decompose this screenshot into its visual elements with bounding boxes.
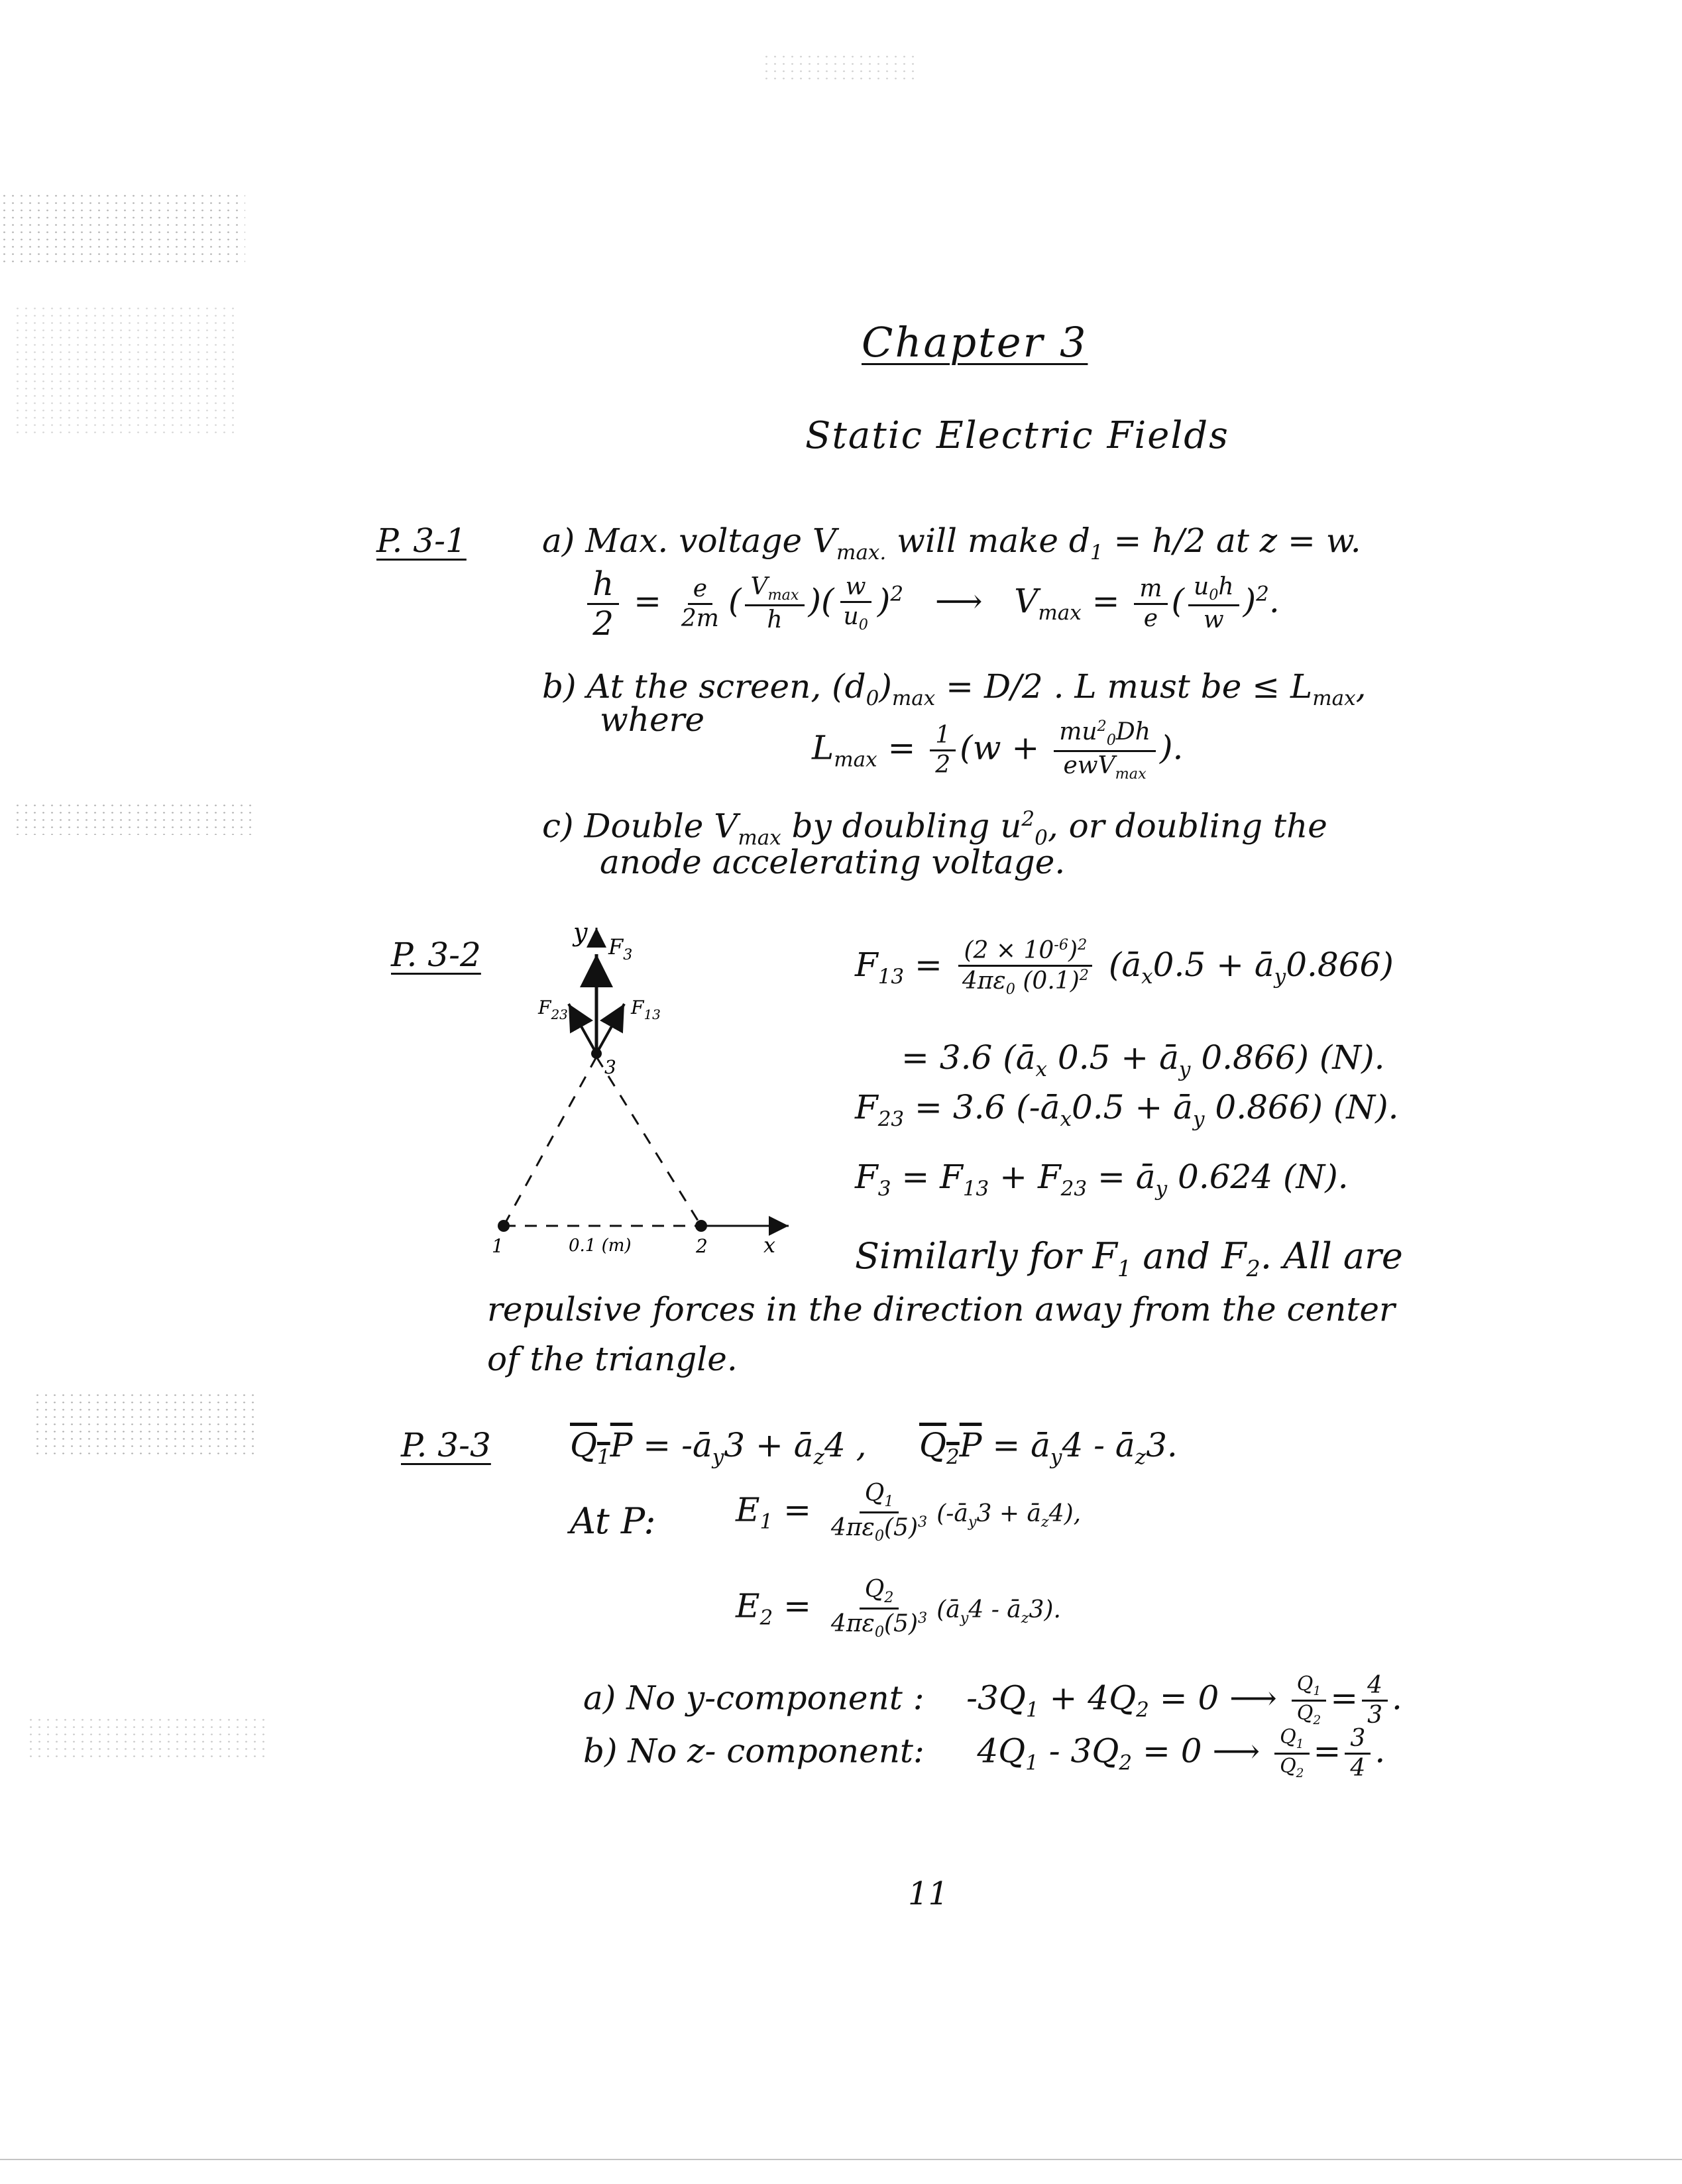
p32-triangle: of the triangle. bbox=[487, 1340, 738, 1378]
scan-noise bbox=[13, 305, 239, 437]
p31-lmax-equation: $L_{max}$ = $\frac{1}{2}$ (w + $\frac{mu^2_0Dh}{ewV_{max}}$ ). bbox=[812, 718, 1184, 783]
p32-line-1: $F_{13}$ = $\frac{(2 \times 10^{-6})^2}{4\pi\varepsilon_0 (0.1)^2}$ ($ā_x0.5$ + $ā_y0.866$) bbox=[855, 936, 1394, 998]
triangle-side-right bbox=[596, 1057, 701, 1226]
charge-3-label: 3 bbox=[604, 1056, 616, 1078]
f3-label: $F_3$ bbox=[608, 934, 633, 963]
p33-part-b: b) No z- component: $4Q_1 - 3Q_2 = 0$ ⟶ $\frac{Q_1}{Q_2}$ = $\frac{3}{4}$ . bbox=[583, 1725, 1386, 1782]
f13-vector bbox=[596, 1004, 624, 1054]
charge-1-dot bbox=[498, 1220, 510, 1232]
charge-2-label: 2 bbox=[696, 1235, 708, 1257]
y-axis-label: y bbox=[573, 918, 588, 947]
charge-1-label: 1 bbox=[492, 1235, 504, 1257]
side-length-label: 0.1 (m) bbox=[569, 1236, 632, 1256]
p32-line-3: $F_{23} = 3.6$ ($-ā_x0.5$ + $ā_y$ 0.866) (N). bbox=[855, 1088, 1399, 1131]
scan-noise bbox=[13, 802, 252, 835]
p32-repulsive: repulsive forces in the direction away from the center bbox=[487, 1290, 1395, 1329]
p33-part-a: a) No y-component : $-3Q_1 + 4Q_2 = 0$ ⟶ $\frac{Q_1}{Q_2}$ = $\frac{4}{3}$ . bbox=[583, 1672, 1402, 1729]
p32-similarly: Similarly for $F_1$ and $F_2$. All are bbox=[855, 1235, 1403, 1282]
p33-e2: $E_2$ = $\frac{Q_2}{4\pi\varepsilon_0(5)^3}$ ($ā_y4$ - $ā_z3$). bbox=[736, 1576, 1061, 1641]
scan-noise bbox=[762, 53, 915, 80]
p32-line-4: $F_3 = F_{13} + F_{23}$ = $ā_y$ 0.624 (N). bbox=[855, 1158, 1349, 1201]
f23-vector bbox=[569, 1004, 596, 1054]
scan-noise bbox=[33, 1392, 258, 1458]
p33-line-1: $Q_1P$ = $-ā_y3$ + $ā_z4$ , $Q_2P$ = $ā_y4$ - $ā_z3$. bbox=[570, 1426, 1178, 1469]
problem-label-3-3: P. 3-3 bbox=[401, 1426, 491, 1464]
p32-line-2: = 3.6 ($ā_x$ $0.5 + ā_y$ 0.866) (N). bbox=[901, 1038, 1385, 1081]
scan-noise bbox=[27, 1716, 265, 1763]
charge-2-dot bbox=[695, 1220, 707, 1232]
p31-part-c-line1: c) Double $V_{max}$ by doubling $u^2_0$, or doubling the bbox=[542, 806, 1327, 850]
problem-label-3-2: P. 3-2 bbox=[391, 936, 481, 974]
chapter-title: Chapter 3 bbox=[862, 318, 1088, 366]
p31-where: where bbox=[600, 700, 705, 739]
p31-equation-1: $\frac{h}{2}$ = $\frac{e}{2m}$ ( $\frac{V_{max}}{h}$ )( $\frac{w}{u_0}$ )$^2$ ⟶ $V_{max}$ = $\frac{m}{e}$ ( $\frac{u_0h}{w}$ )$^2$. bbox=[583, 567, 1280, 641]
scan-noise bbox=[0, 192, 245, 265]
chapter-subtitle: Static Electric Fields bbox=[805, 414, 1229, 457]
x-axis-label: x bbox=[763, 1232, 776, 1258]
p31-part-b: b) At the screen, $(d_0)_{max} = D/2$ . L must be ≤ $L_{max}$, bbox=[542, 667, 1367, 710]
p31-part-c-line2: anode accelerating voltage. bbox=[600, 843, 1066, 881]
f13-label: $F_{13}$ bbox=[631, 997, 661, 1022]
p33-e1: $E_1$ = $\frac{Q_1}{4\pi\varepsilon_0(5)^3}$ ($-ā_y3$ + $ā_z4$), bbox=[736, 1480, 1082, 1545]
p31-part-a: a) Max. voltage $V_{max.}$ will make $d_1 = h/2$ at z = w. bbox=[542, 521, 1361, 565]
scan-line bbox=[0, 2159, 1682, 2160]
page-number: 11 bbox=[908, 1875, 949, 1912]
triangle-force-diagram bbox=[457, 914, 828, 1272]
problem-label-3-1: P. 3-1 bbox=[376, 521, 467, 560]
triangle-side-left bbox=[504, 1057, 596, 1226]
f23-label: $F_{23}$ bbox=[538, 997, 568, 1022]
p33-at-p: At P: bbox=[570, 1500, 656, 1542]
